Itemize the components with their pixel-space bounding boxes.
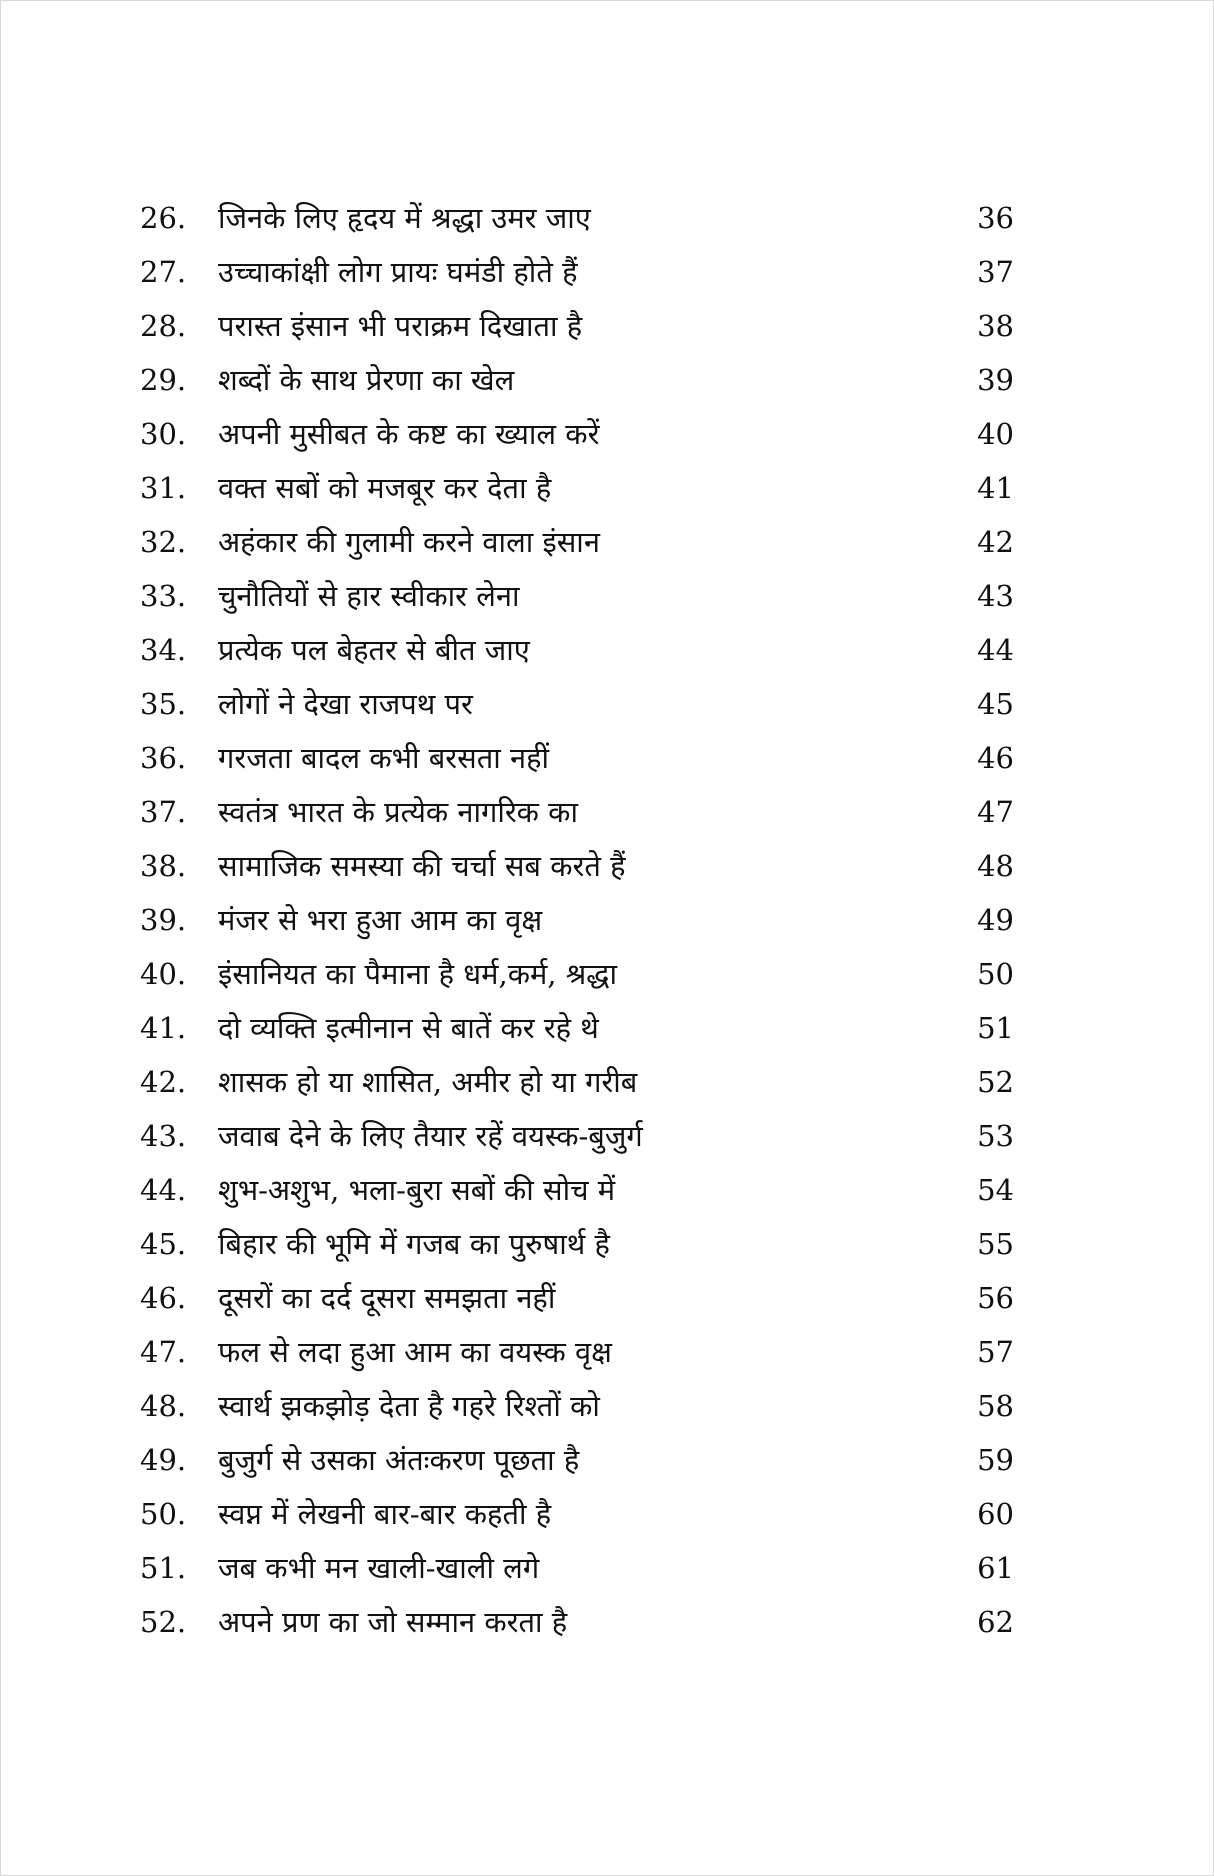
- toc-entry-title: प्रत्येक पल बेहतर से बीत जाए: [218, 633, 530, 667]
- toc-entry-number: 48.: [140, 1389, 187, 1423]
- toc-entry-page-number: 48: [977, 849, 1014, 883]
- toc-entry-number: 44.: [140, 1173, 187, 1207]
- toc-entry-title: मंजर से भरा हुआ आम का वृक्ष: [218, 903, 543, 937]
- toc-entry-page-number: 47: [977, 795, 1014, 829]
- toc-entry-number: 37.: [140, 795, 187, 829]
- toc-entry-title: बिहार की भूमि में गजब का पुरुषार्थ है: [218, 1227, 610, 1261]
- toc-entry: [140, 299, 1014, 353]
- toc-entry-number: 29.: [140, 363, 187, 397]
- toc-entry-title: स्वार्थ झकझोड़ देता है गहरे रिश्तों को: [218, 1389, 600, 1423]
- toc-entry-page-number: 38: [977, 309, 1014, 343]
- toc-entry-number: 27.: [140, 255, 187, 289]
- toc-entry-number: 49.: [140, 1443, 187, 1477]
- toc-entry-title: शब्दों के साथ प्रेरणा का खेल: [218, 363, 515, 397]
- toc-entry-title: सामाजिक समस्या की चर्चा सब करते हैं: [218, 849, 626, 883]
- toc-entry-title: दो व्यक्ति इत्मीनान से बातें कर रहे थे: [218, 1011, 599, 1045]
- toc-entry-number: 51.: [140, 1551, 187, 1585]
- toc-entry: [140, 1433, 1014, 1487]
- toc-entry: [140, 1487, 1014, 1541]
- toc-entry-number: 38.: [140, 849, 187, 883]
- toc-entry: [140, 1379, 1014, 1433]
- toc-entry: [140, 677, 1014, 731]
- toc-entry-page-number: 54: [977, 1173, 1014, 1207]
- toc-entry: [140, 407, 1014, 461]
- toc-entry-title: गरजता बादल कभी बरसता नहीं: [218, 741, 549, 775]
- toc-entry-title: बुजुर्ग से उसका अंतःकरण पूछता है: [218, 1443, 580, 1477]
- toc-entry: [140, 1217, 1014, 1271]
- toc-entry-title: अपनी मुसीबत के कष्ट का ख्याल करें: [218, 417, 600, 451]
- toc-entry: [140, 1325, 1014, 1379]
- toc-entry-title: परास्त इंसान भी पराक्रम दिखाता है: [218, 309, 583, 343]
- toc-entry-number: 42.: [140, 1065, 187, 1099]
- toc-entry: [140, 1541, 1014, 1595]
- toc-entry-title: अहंकार की गुलामी करने वाला इंसान: [218, 525, 600, 559]
- toc-entry: [140, 515, 1014, 569]
- toc-entry-number: 30.: [140, 417, 187, 451]
- toc-entry: [140, 191, 1014, 245]
- toc-entry-page-number: 37: [977, 255, 1014, 289]
- toc-entry-page-number: 45: [977, 687, 1014, 721]
- toc-entry: [140, 1271, 1014, 1325]
- toc-entry-number: 50.: [140, 1497, 187, 1531]
- toc-entry: [140, 1109, 1014, 1163]
- toc-entry: [140, 461, 1014, 515]
- toc-entry-page-number: 55: [977, 1227, 1014, 1261]
- toc-entry: [140, 353, 1014, 407]
- toc-entry-title: जब कभी मन खाली-खाली लगे: [218, 1551, 540, 1585]
- toc-entry-title: जिनके लिए हृदय में श्रद्धा उमर जाए: [218, 201, 591, 235]
- toc-entry: [140, 623, 1014, 677]
- toc-entry-number: 36.: [140, 741, 187, 775]
- toc-entry-title: इंसानियत का पैमाना है धर्म,कर्म, श्रद्धा: [218, 957, 617, 991]
- toc-entry-page-number: 61: [977, 1551, 1014, 1585]
- toc-entry-title: स्वतंत्र भारत के प्रत्येक नागरिक का: [218, 795, 578, 829]
- toc-entry-page-number: 60: [977, 1497, 1014, 1531]
- toc-entry-page-number: 50: [977, 957, 1014, 991]
- toc-entry: [140, 731, 1014, 785]
- toc-entry-title: शुभ-अशुभ, भला-बुरा सबों की सोच में: [218, 1173, 616, 1207]
- toc-entry-page-number: 49: [977, 903, 1014, 937]
- toc-entry-title: स्वप्न में लेखनी बार-बार कहती है: [218, 1497, 552, 1531]
- toc-entry-title: जवाब देने के लिए तैयार रहें वयस्क-बुजुर्ग: [218, 1119, 643, 1153]
- toc-entry-number: 41.: [140, 1011, 187, 1045]
- toc-entry-number: 43.: [140, 1119, 187, 1153]
- toc-entry: [140, 785, 1014, 839]
- toc-entry-number: 28.: [140, 309, 187, 343]
- toc-entry: [140, 1001, 1014, 1055]
- toc-entry-page-number: 52: [977, 1065, 1014, 1099]
- toc-entry-number: 46.: [140, 1281, 187, 1315]
- toc-entry: [140, 1163, 1014, 1217]
- toc-entry-number: 34.: [140, 633, 187, 667]
- toc-entry-page-number: 41: [977, 471, 1014, 505]
- toc-entry-number: 45.: [140, 1227, 187, 1261]
- toc-entry: [140, 1595, 1014, 1649]
- toc-entry: [140, 893, 1014, 947]
- toc-entry-page-number: 42: [977, 525, 1014, 559]
- toc-entry-number: 31.: [140, 471, 187, 505]
- toc-entry-page-number: 43: [977, 579, 1014, 613]
- toc-entry-title: उच्चाकांक्षी लोग प्रायः घमंडी होते हैं: [218, 255, 578, 289]
- toc-entry: [140, 569, 1014, 623]
- toc-entry-title: शासक हो या शासित, अमीर हो या गरीब: [218, 1065, 638, 1099]
- toc-entry-page-number: 56: [977, 1281, 1014, 1315]
- toc-entry-title: वक्त सबों को मजबूर कर देता है: [218, 471, 552, 505]
- toc-entry-number: 26.: [140, 201, 187, 235]
- toc-entry-page-number: 53: [977, 1119, 1014, 1153]
- toc-entry-title: दूसरों का दर्द दूसरा समझता नहीं: [218, 1281, 556, 1315]
- toc-entry-title: चुनौतियों से हार स्वीकार लेना: [218, 579, 520, 613]
- toc-entry: [140, 839, 1014, 893]
- toc-entry-page-number: 57: [977, 1335, 1014, 1369]
- toc-entry-page-number: 36: [977, 201, 1014, 235]
- toc-entry-page-number: 44: [977, 633, 1014, 667]
- toc-entry-number: 35.: [140, 687, 187, 721]
- toc-entry-number: 40.: [140, 957, 187, 991]
- toc-entry-number: 32.: [140, 525, 187, 559]
- toc-entry-page-number: 46: [977, 741, 1014, 775]
- toc-entry-page-number: 40: [977, 417, 1014, 451]
- table-of-contents: [140, 191, 1014, 1649]
- toc-entry-title: फल से लदा हुआ आम का वयस्क वृक्ष: [218, 1335, 612, 1369]
- toc-entry-page-number: 59: [977, 1443, 1014, 1477]
- toc-entry: [140, 245, 1014, 299]
- toc-entry-page-number: 39: [977, 363, 1014, 397]
- toc-entry-title: अपने प्रण का जो सम्मान करता है: [218, 1605, 568, 1639]
- toc-entry-title: लोगों ने देखा राजपथ पर: [218, 687, 473, 721]
- toc-entry-page-number: 58: [977, 1389, 1014, 1423]
- toc-entry-number: 47.: [140, 1335, 187, 1369]
- toc-entry-page-number: 62: [977, 1605, 1014, 1639]
- toc-entry: [140, 947, 1014, 1001]
- toc-entry: [140, 1055, 1014, 1109]
- toc-entry-number: 33.: [140, 579, 187, 613]
- toc-entry-page-number: 51: [977, 1011, 1014, 1045]
- toc-entry-number: 52.: [140, 1605, 187, 1639]
- toc-entry-number: 39.: [140, 903, 187, 937]
